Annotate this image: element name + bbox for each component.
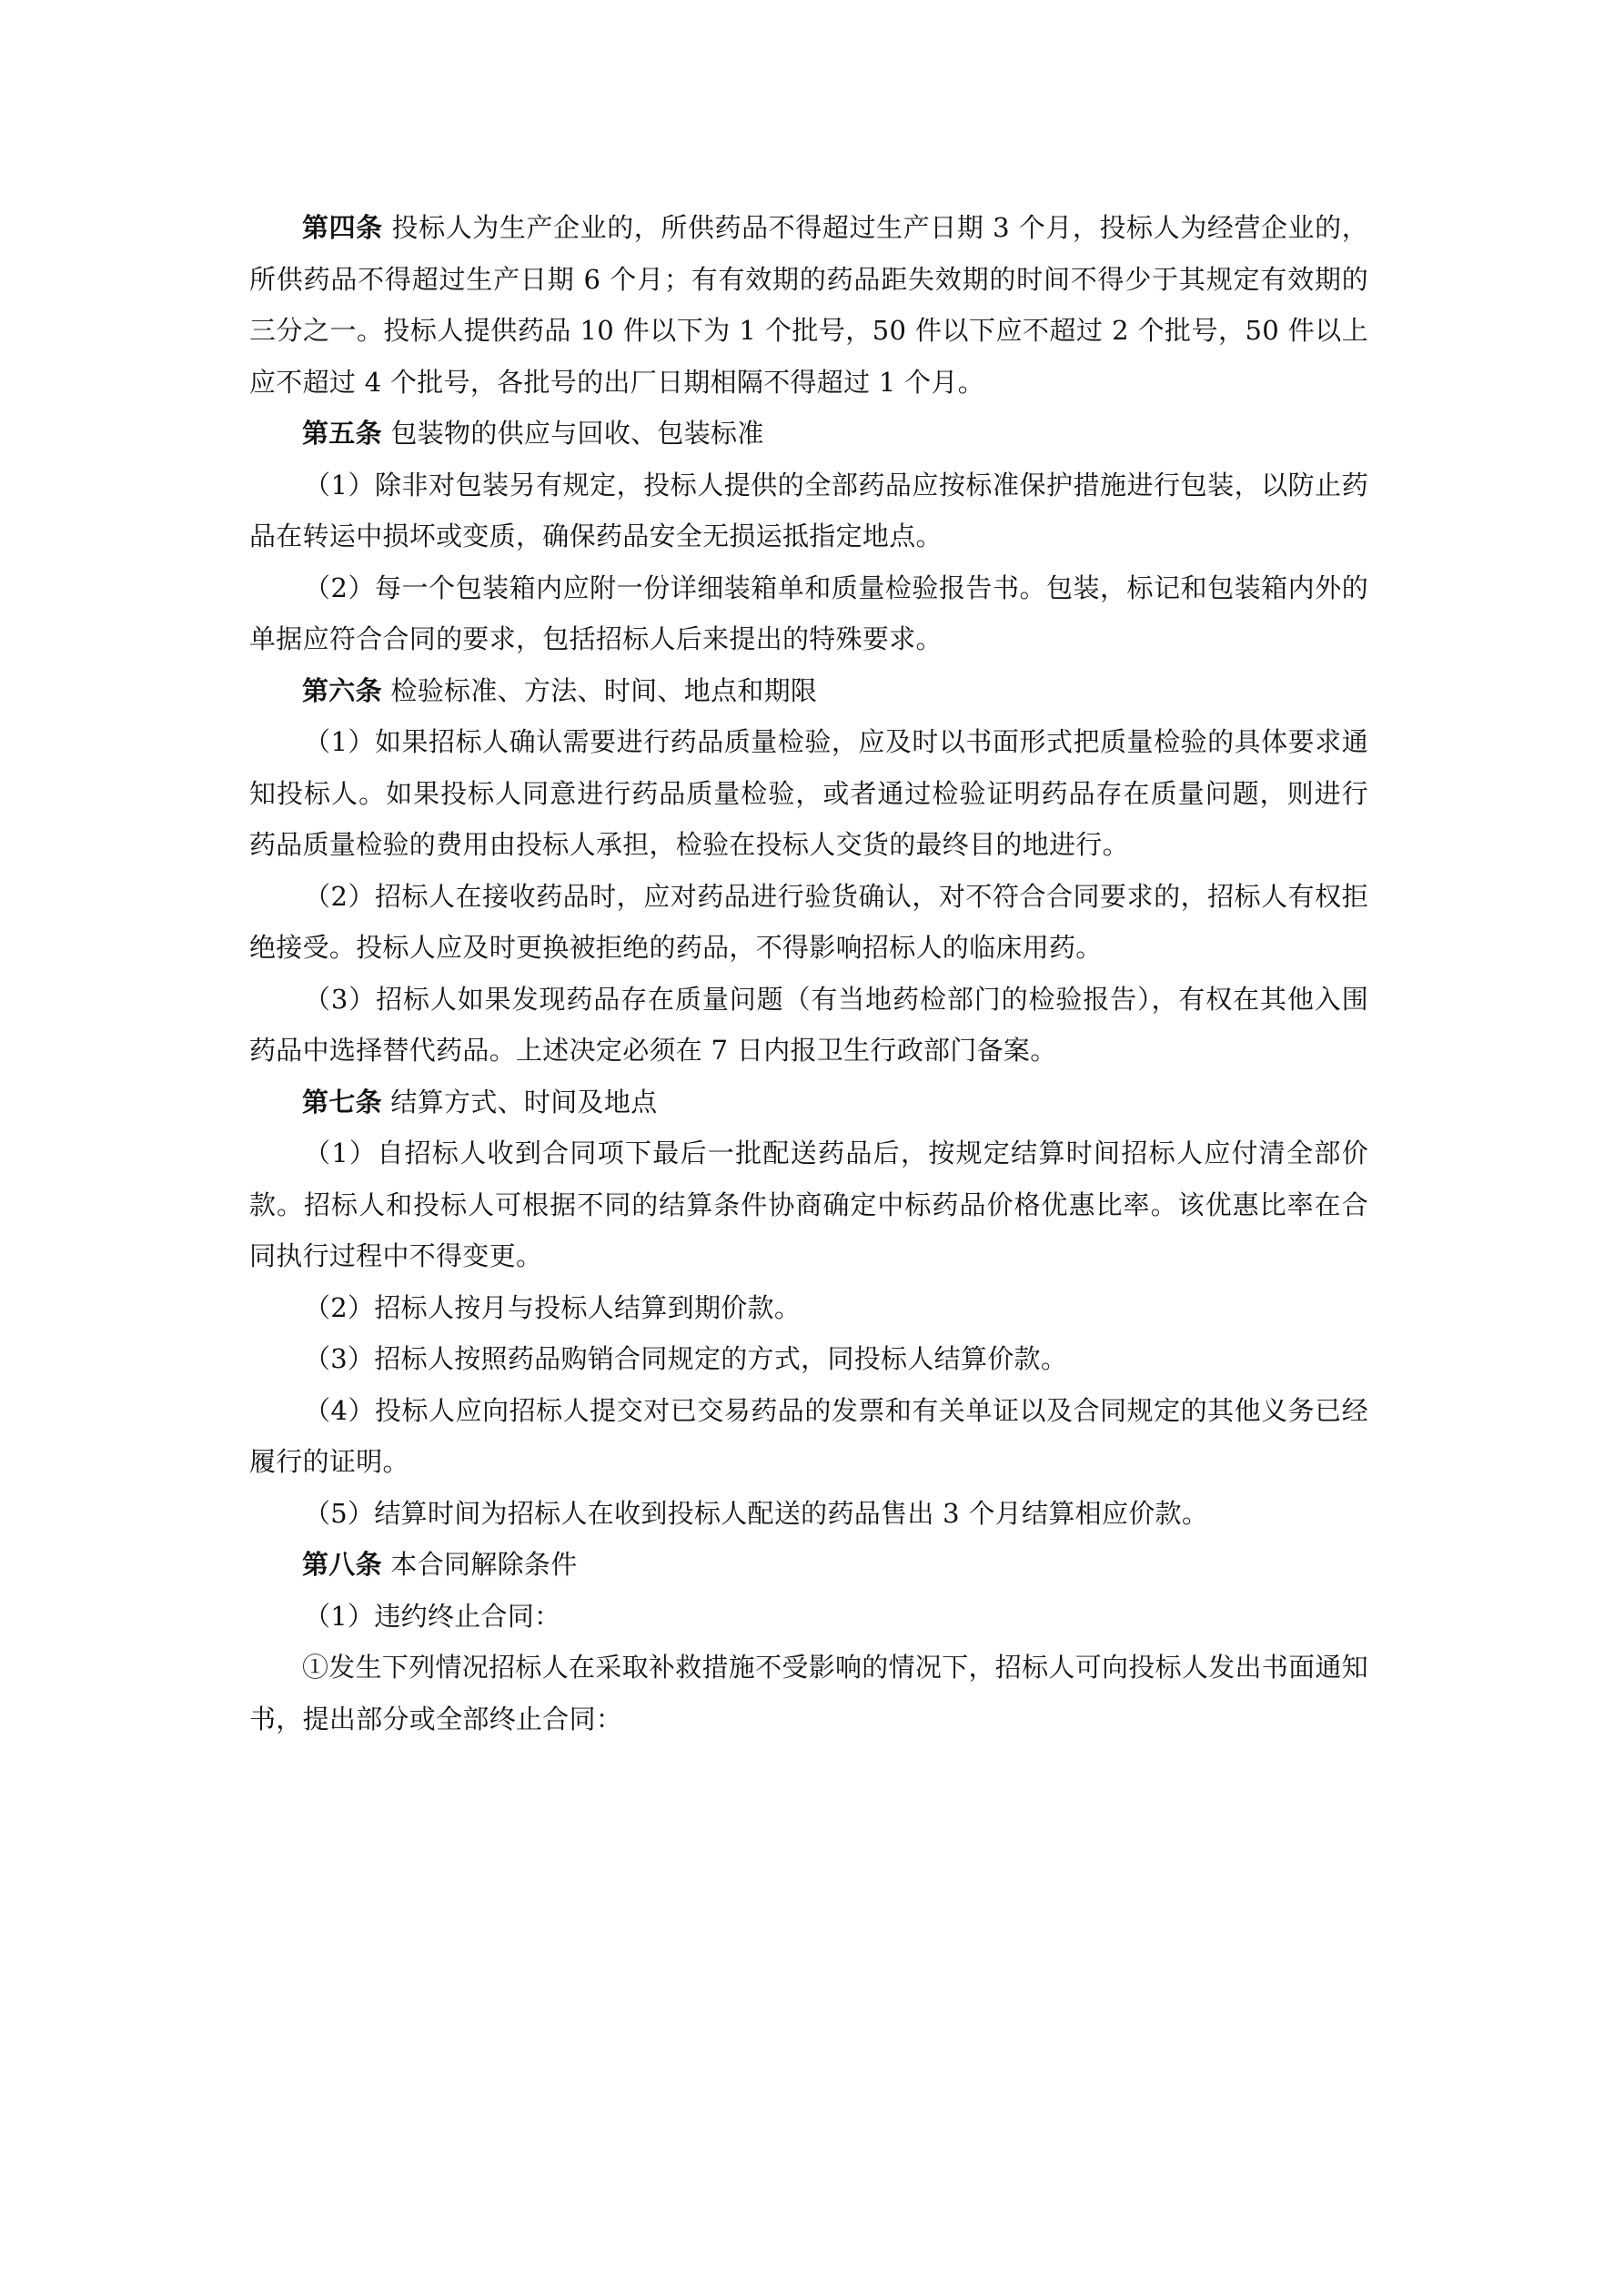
article-7-item-2: （2）招标人按月与投标人结算到期价款。 bbox=[304, 1291, 802, 1323]
article-5-item-2: （2）每一个包装箱内应附一份详细装箱单和质量检验报告书。包装，标记和包装箱内外的单据应符合合同的要求，包括招标人后来提出的特殊要求。 bbox=[249, 571, 1368, 654]
article-7-heading bbox=[249, 1077, 1368, 1128]
article-5-heading bbox=[249, 408, 1368, 460]
article-6-item-3: （3）招标人如果发现药品存在质量问题（有当地药检部门的检验报告），有权在其他入围药品中选择替代药品。上述决定必须在 7 日内报卫生行政部门备案。 bbox=[249, 983, 1368, 1066]
article-6-heading bbox=[249, 665, 1368, 717]
article-8-heading bbox=[249, 1539, 1368, 1591]
article-6-title: 检验标准、方法、时间、地点和期限 bbox=[381, 674, 818, 706]
article-5-title: 包装物的供应与回收、包装标准 bbox=[381, 418, 764, 449]
article-7-item-3: （3）招标人按照药品购销合同规定的方式，同投标人结算价款。 bbox=[304, 1343, 1068, 1374]
article-4-label: 第四条 bbox=[302, 212, 383, 243]
article-5-item-1: （1）除非对包装另有规定，投标人提供的全部药品应按标准保护措施进行包装，以防止药品在转运中损坏或变质，确保药品安全无损运抵指定地点。 bbox=[249, 469, 1368, 551]
article-7-item-5: （5）结算时间为招标人在收到投标人配送的药品售出 3 个月结算相应价款。 bbox=[304, 1497, 1209, 1529]
document-body bbox=[249, 202, 1368, 1745]
article-7-title: 结算方式、时间及地点 bbox=[381, 1086, 658, 1118]
article-6-item-2: （2）招标人在接收药品时，应对药品进行验货确认，对不符合合同要求的，招标人有权拒绝接受。投标人应及时更换被拒绝的药品，不得影响招标人的临床用药。 bbox=[249, 880, 1368, 963]
article-6-label: 第六条 bbox=[302, 674, 382, 706]
article-8-label: 第八条 bbox=[302, 1549, 382, 1580]
article-7-item-1: （1）自招标人收到合同项下最后一批配送药品后，按规定结算时间招标人应付清全部价款。招标人和投标人可根据不同的结算条件协商确定中标药品价格优惠比率。该优惠比率在合同执行过程中不得变更。 bbox=[249, 1138, 1368, 1271]
article-4-text: 投标人为生产企业的，所供药品不得超过生产日期 3 个月，投标人为经营企业的，所供药品不得超过生产日期 6 个月；有有效期的药品距失效期的时间不得少于其规定有效期的三分之一。投标人提供药品 10 件以下为 1 个批号，50 件以下应不超过 2 个批号，50 件以上应不超过 4 个批号，各批号的出厂日期相隔不得超过 1 个月。 bbox=[249, 212, 1368, 398]
article-7-label: 第七条 bbox=[302, 1086, 382, 1118]
article-5-label: 第五条 bbox=[302, 418, 382, 449]
article-8-subitem-1: ①发生下列情况招标人在采取补救措施不受影响的情况下，招标人可向投标人发出书面通知书，提出部分或全部终止合同： bbox=[249, 1652, 1369, 1735]
article-7-item-4: （4）投标人应向招标人提交对已交易药品的发票和有关单证以及合同规定的其他义务已经履行的证明。 bbox=[249, 1394, 1368, 1477]
article-6-item-1: （1）如果招标人确认需要进行药品质量检验，应及时以书面形式把质量检验的具体要求通知投标人。如果投标人同意进行药品质量检验，或者通过检验证明药品存在质量问题，则进行药品质量检验的费用由投标人承担，检验在投标人交货的最终目的地进行。 bbox=[249, 726, 1368, 860]
article-8-title: 本合同解除条件 bbox=[381, 1549, 578, 1580]
article-8-item-1: （1）违约终止合同： bbox=[304, 1600, 561, 1632]
article-4-paragraph bbox=[249, 202, 1368, 408]
